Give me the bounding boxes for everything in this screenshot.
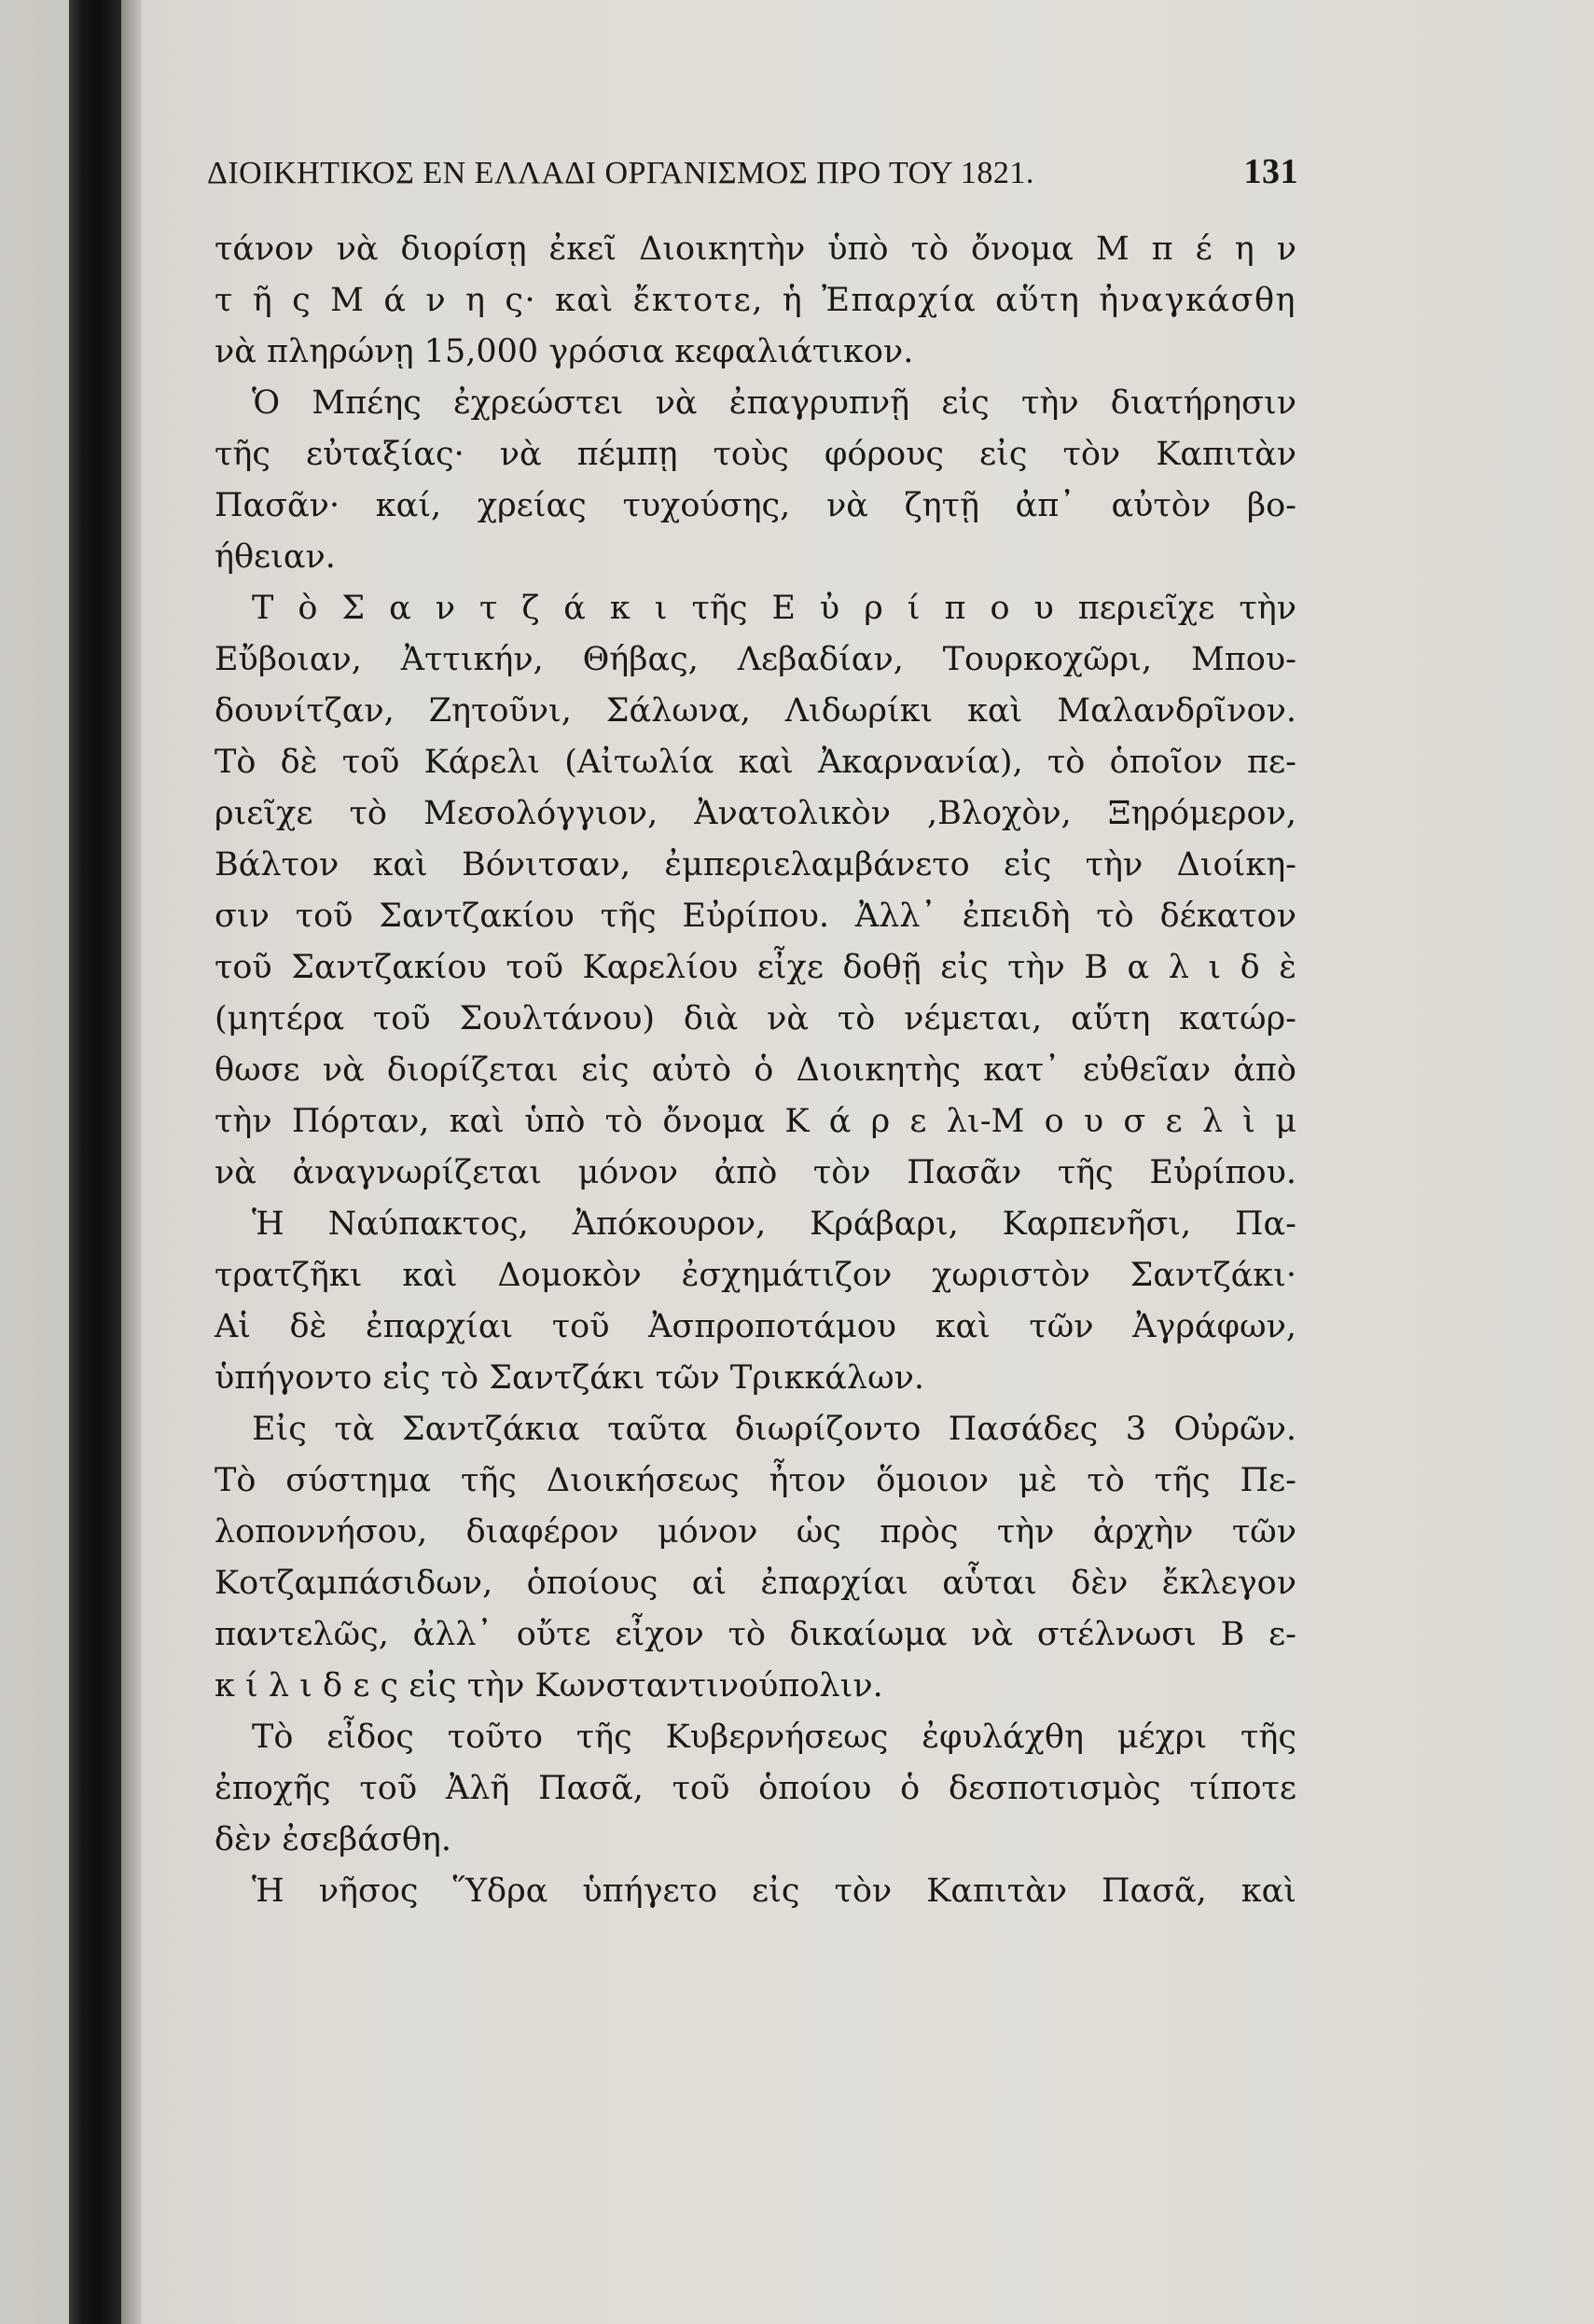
text-line: παντελῶς, ἀλλ᾽ οὔτε εἶχον τὸ δικαίωμα νὰ στέλνωσι Β ε- — [215, 1616, 1296, 1653]
text-line: νὰ ἀναγνωρίζεται μόνον ἀπὸ τὸν Πασᾶν τῆς Εὐρίπου. — [215, 1154, 1296, 1191]
book-binding — [69, 0, 121, 2324]
binding-edge — [121, 0, 142, 2324]
page-number: 131 — [1243, 152, 1298, 191]
text-line: τοῦ Σαντζακίου τοῦ Καρελίου εἶχε δοθῇ εἰς τὴν Β α λ ι δ ὲ — [215, 949, 1296, 986]
text-line: (μητέρα τοῦ Σουλτάνου) διὰ νὰ τὸ νέμεται, αὕτη κατώρ- — [215, 1000, 1296, 1037]
running-head — [207, 151, 1298, 198]
text-line: τ ῆ ς Μ ά ν η ς· καὶ ἔκτοτε, ἡ Ἐπαρχία αὕτη ἠναγκάσθη — [215, 282, 1296, 319]
text-line: κ ί λ ι δ ε ς εἰς τὴν Κωνσταντινούπολιν. — [215, 1667, 883, 1705]
body-text — [215, 224, 1296, 1917]
text-line: Τὸ δὲ τοῦ Κάρελι (Αἰτωλία καὶ Ἀκαρνανία), τὸ ὁποῖον πε- — [215, 744, 1296, 781]
text-line: Τὸ εἶδος τοῦτο τῆς Κυβερνήσεως ἐφυλάχθη μέχρι τῆς — [252, 1719, 1296, 1756]
text-line: ριεῖχε τὸ Μεσολόγγιον, Ἀνατολικὸν ,Βλοχὸν, Ξηρόμερον, — [215, 795, 1296, 832]
text-line: Αἱ δὲ ἐπαρχίαι τοῦ Ἀσπροποτάμου καὶ τῶν Ἀγράφων, — [215, 1308, 1296, 1345]
text-line: Εὔβοιαν, Ἀττικήν, Θήβας, Λεβαδίαν, Τουρκοχῶρι, Μπου- — [215, 641, 1296, 678]
text-line: ἐποχῆς τοῦ Ἀλῆ Πασᾶ, τοῦ ὁποίου ὁ δεσποτισμὸς τίποτε — [215, 1770, 1296, 1807]
text-line: Εἰς τὰ Σαντζάκια ταῦτα διωρίζοντο Πασάδες 3 Οὐρῶν. — [252, 1411, 1296, 1448]
text-line: Τὸ σύστημα τῆς Διοικήσεως ἦτον ὅμοιον μὲ τὸ τῆς Πε- — [215, 1462, 1296, 1499]
text-line: δουνίτζαν, Ζητοῦνι, Σάλωνα, Λιδωρίκι καὶ Μαλανδρῖνον. — [215, 692, 1296, 730]
text-line: Πασᾶν· καί, χρείας τυχούσης, νὰ ζητῇ ἀπ᾽ αὐτὸν βο- — [215, 487, 1296, 524]
text-line: δὲν ἐσεβάσθη. — [215, 1821, 451, 1858]
text-line: θωσε νὰ διορίζεται εἰς αὐτὸ ὁ Διοικητὴς κατ᾽ εὐθεῖαν ἀπὸ — [215, 1051, 1296, 1089]
text-line: Βάλτον καὶ Βόνιτσαν, ἐμπεριελαμβάνετο εἰς τὴν Διοίκη- — [215, 846, 1296, 884]
text-line: λοποννήσου, διαφέρον μόνον ὡς πρὸς τὴν ἀρχὴν τῶν — [215, 1513, 1296, 1551]
text-line: Κοτζαμπάσιδων, ὁποίους αἱ ἐπαρχίαι αὗται δὲν ἔκλεγον — [215, 1565, 1296, 1602]
text-line: ὑπήγοντο εἰς τὸ Σαντζάκι τῶν Τρικκάλων. — [215, 1359, 925, 1397]
text-line: τάνον νὰ διορίσῃ ἐκεῖ Διοικητὴν ὑπὸ τὸ ὄνομα Μ π έ η ν — [215, 230, 1296, 268]
text-line: τῆς εὐταξίας· νὰ πέμπῃ τοὺς φόρους εἰς τὸν Καπιτὰν — [215, 436, 1296, 473]
text-line: νὰ πληρώνῃ 15,000 γρόσια κεφαλιάτικον. — [215, 333, 914, 370]
text-line: Ὁ Μπέης ἐχρεώστει νὰ ἐπαγρυπνῇ εἰς τὴν διατήρησιν — [252, 384, 1296, 422]
text-line: τὴν Πόρταν, καὶ ὑπὸ τὸ ὄνομα Κ ά ρ ε λι-Μ ο υ σ ε λ ὶ μ — [215, 1103, 1296, 1140]
text-line: τρατζῆκι καὶ Δομοκὸν ἐσχημάτιζον χωριστὸν Σαντζάκι· — [215, 1257, 1296, 1294]
text-line: Ἡ νῆσος Ὕδρα ὑπήγετο εἰς τὸν Καπιτὰν Πασᾶ, καὶ — [252, 1872, 1296, 1910]
running-head-title: ΔΙΟΙΚΗΤΙΚΟΣ ΕΝ ΕΛΛΑΔΙ ΟΡΓΑΝΙΣΜΟΣ ΠΡΟ ΤΟΥ 1821. — [207, 156, 1034, 190]
text-line: ήθειαν. — [215, 538, 336, 576]
text-line: Ἡ Ναύπακτος, Ἀπόκουρον, Κράβαρι, Καρπενῆσι, Πα- — [252, 1205, 1296, 1243]
text-line: Τ ὸ Σ α ν τ ζ ά κ ι τῆς Ε ὐ ρ ί π ο υ περιεῖχε τὴν — [252, 590, 1296, 627]
text-line: σιν τοῦ Σαντζακίου τῆς Εὐρίπου. Ἀλλ᾽ ἐπειδὴ τὸ δέκατον — [215, 898, 1296, 935]
book-page — [140, 0, 1594, 2324]
